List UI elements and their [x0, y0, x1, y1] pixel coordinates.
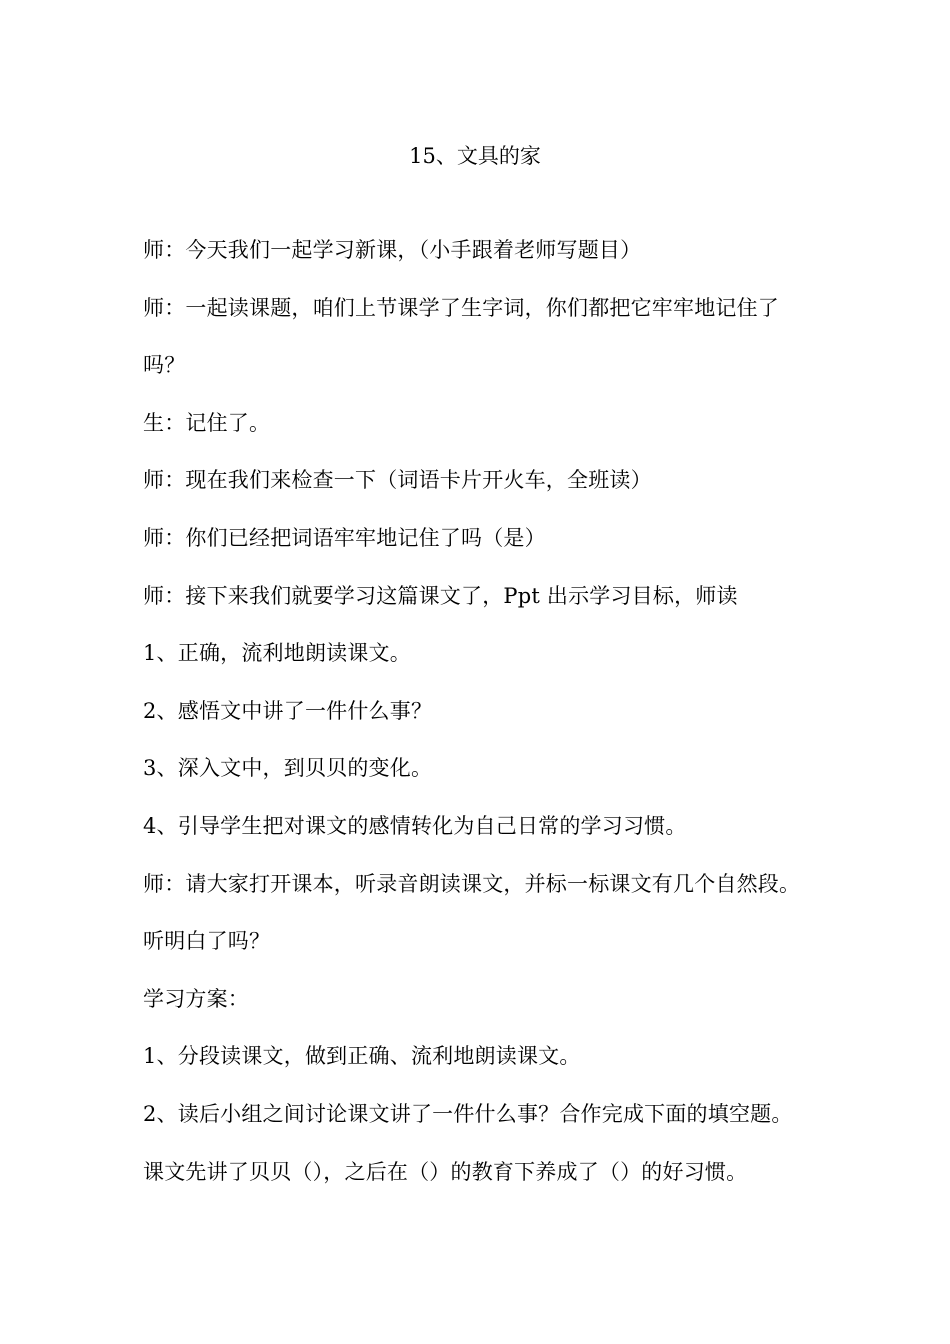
paragraph: 师：今天我们一起学习新课，（小手跟着老师写题目） [143, 238, 642, 262]
learning-goal-item: 4、引导学生把对课文的感情转化为自己日常的学习习惯。 [143, 813, 687, 838]
learning-goal-item: 2、感悟文中讲了一件什么事？ [143, 698, 433, 723]
paragraph: 听明白了吗？ [143, 929, 271, 954]
plan-item: 1、分段读课文，做到正确、流利地朗读课文。 [143, 1044, 581, 1069]
paragraph: 吗？ [143, 353, 186, 378]
section-heading: 学习方案： [143, 986, 249, 1011]
paragraph: 师：现在我们来检查一下（词语卡片开火车，全班读） [143, 468, 652, 493]
document-title: 15、文具的家 [409, 144, 541, 168]
paragraph: 师：请大家打开课本，听录音朗读课文，并标一标课文有几个自然段。 [143, 871, 801, 896]
paragraph: 师：接下来我们就要学习这篇课文了，Ppt 出示学习目标，师读 [143, 583, 738, 608]
plan-item: 2、读后小组之间讨论课文讲了一件什么事？合作完成下面的填空题。 [143, 1101, 793, 1126]
paragraph: 师：你们已经把词语牢牢地记住了吗（是） [143, 525, 546, 550]
learning-goal-item: 1、正确，流利地朗读课文。 [143, 641, 411, 666]
document-body [143, 222, 833, 1201]
paragraph: 师：一起读课题，咱们上节课学了生字词，你们都把它牢牢地记住了 [143, 295, 779, 320]
paragraph: 生：记住了。 [143, 410, 271, 435]
fill-in-blank-sentence: 课文先讲了贝贝（），之后在（）的教育下养成了（）的好习惯。 [143, 1159, 748, 1184]
learning-goal-item: 3、深入文中，到贝贝的变化。 [143, 756, 433, 781]
